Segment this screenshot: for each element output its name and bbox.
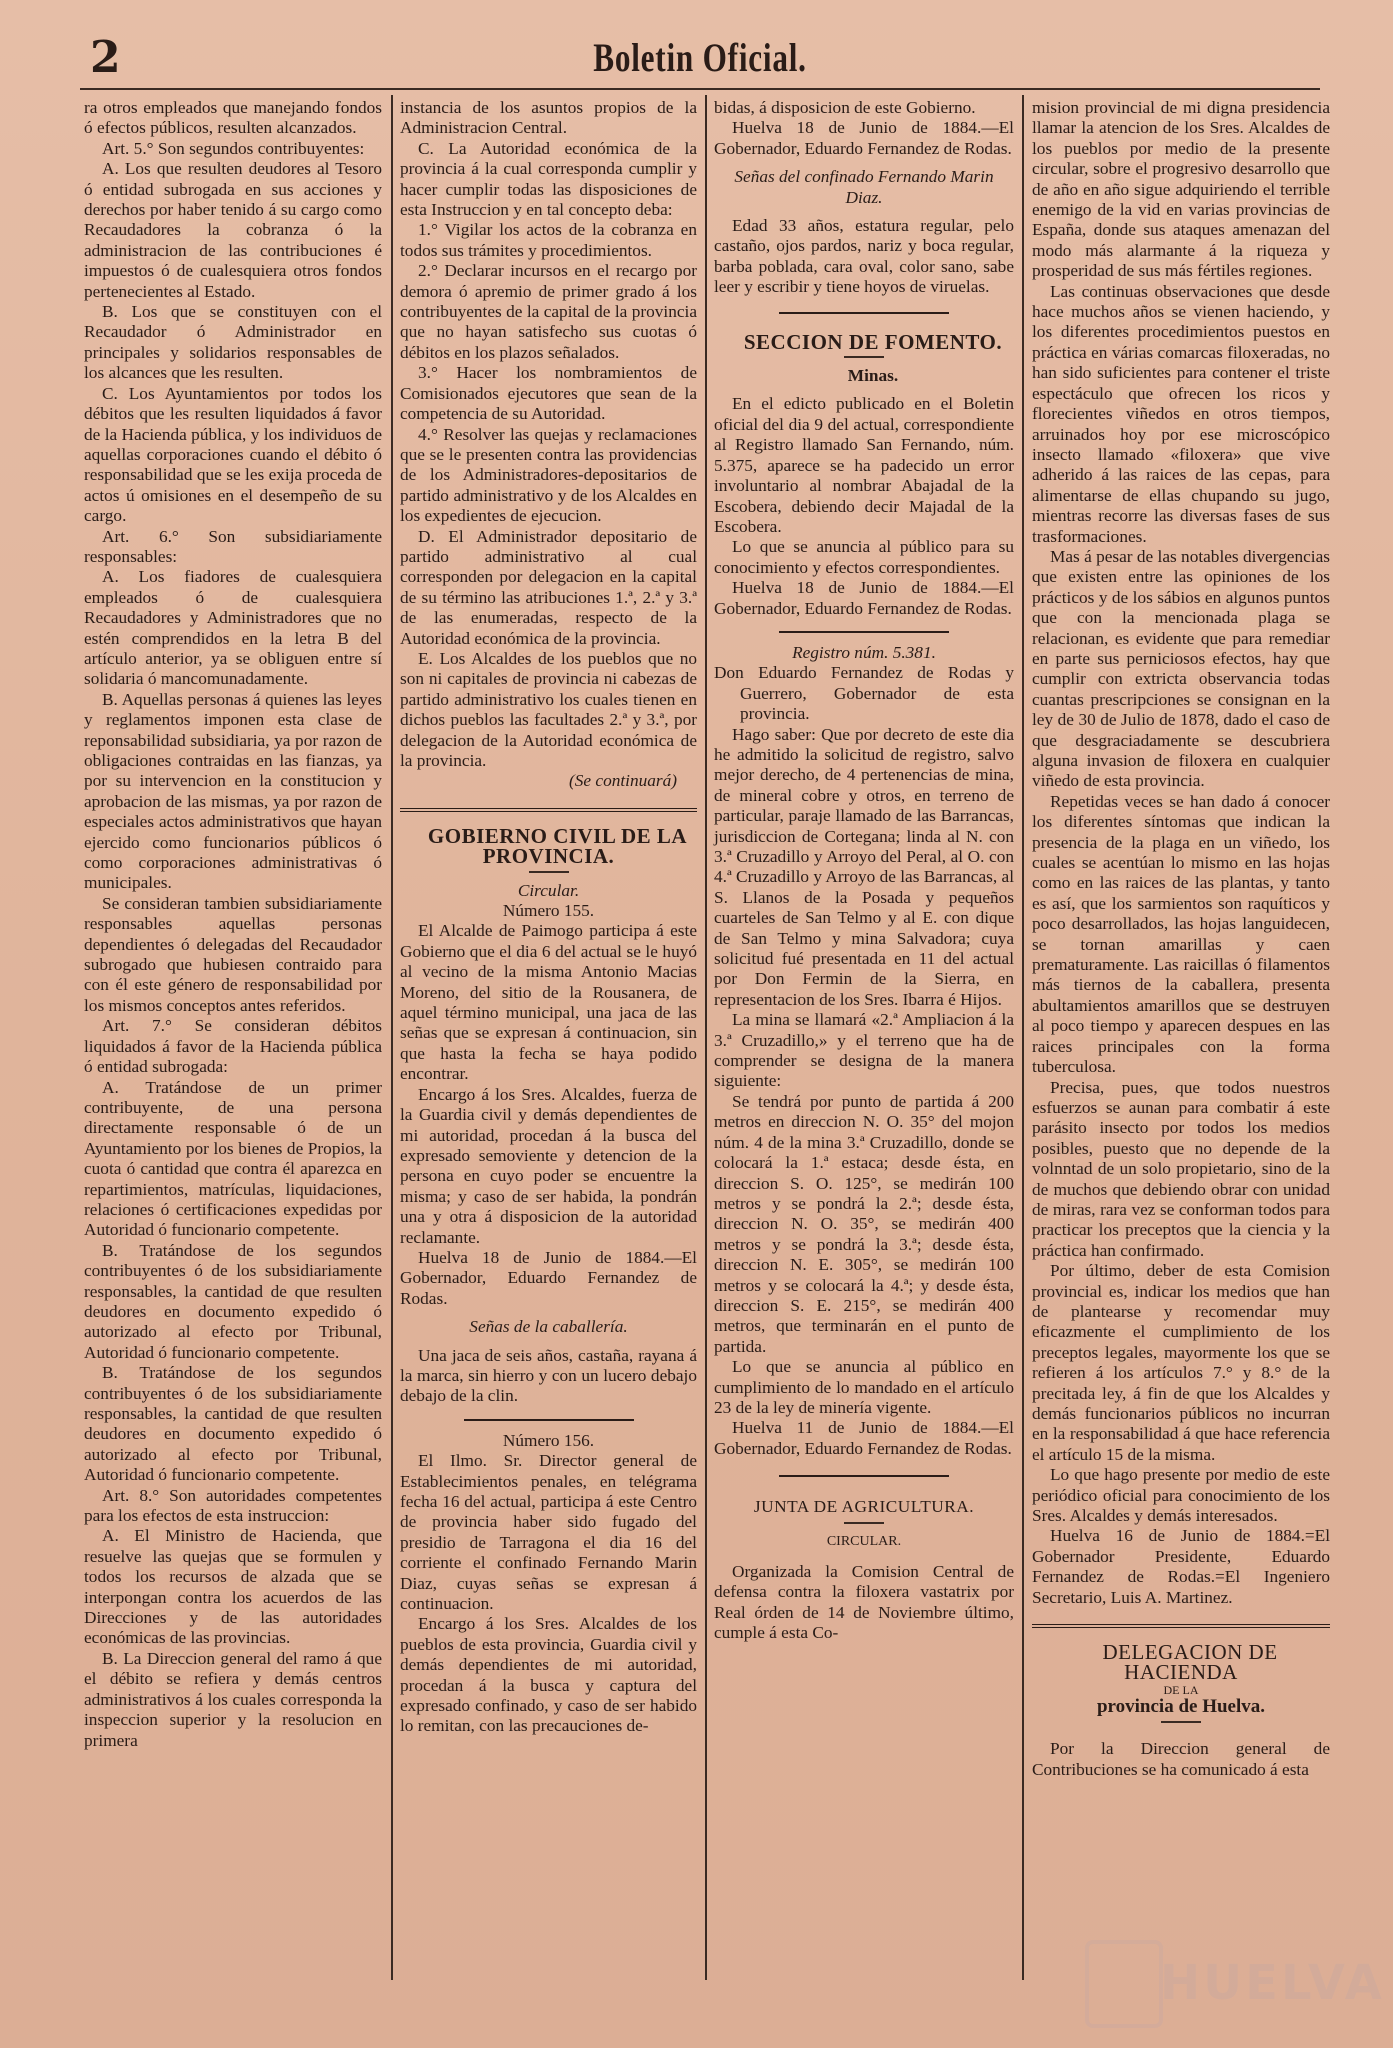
column-3 <box>714 98 1014 1644</box>
article-paragraph: 2.° Declarar incursos en el recargo por demora ó apremio de primer grado á los contribuyentes de la capital de la provincia que no hayan satisfecho sus cuotas ó débitos en los plazos señalados. <box>400 261 697 362</box>
page-header <box>80 28 1320 88</box>
article-paragraph: B. Tratándose de los segundos contribuyentes ó de los subsidiariamente responsables, la cantidad de que resulten deudores en documento expedido ó autorizado al efecto por Tribunal, Autoridad ó funcionario competente. <box>84 1363 382 1485</box>
archive-watermark: HUELVA <box>1160 1955 1385 2011</box>
minas-notice <box>714 394 1014 618</box>
circular-paragraph: Por último, deber de esta Comision provincial es, indicar los medios que han de plantearse y recomendar muy eficazmente el cumplimiento de los preceptos legales, mayormente los que se refieren á los artículos 7.° y 8.° de la precitada ley, á fin de que los Alcaldes y demás funcionarios públicos no incurran en la responsabilidad á que hace referencia el artículo 15 de la misma. <box>1032 1261 1330 1464</box>
title-dash <box>844 1522 884 1524</box>
article-paragraph: Art. 7.° Se consideran débitos liquidados á favor de la Hacienda pública ó entidad subrogada: <box>84 1016 382 1077</box>
notice-paragraph: Lo que se anuncia al público para su conocimiento y efectos correspondientes. <box>714 537 1014 577</box>
circular-paragraph: mision provincial de mi digna presidencia llamar la atencion de los Sres. Alcaldes de los pueblos por medio de la presente circular, sobre el progresivo desarrollo que de año en año sigue adquiriendo el terrible enemigo de la vid en varias provincias de España, donde sus ataques amenazan del modo más alarmante á la riqueza y prosperidad de sus más fértiles regiones. <box>1032 98 1330 281</box>
notice-155 <box>400 921 697 1309</box>
column-divider <box>705 95 707 1980</box>
separator <box>779 312 949 314</box>
notice-paragraph: Encargo á los Sres. Alcaldes, fuerza de la Guardia civil y demás dependientes de mi autoridad, procedan á la busca del expresado semoviente y detencion de la persona en cuyo poder se encuentre la misma; y caso de ser habida, la pondrán una y otra á disposicion de la autoridad reclamante. <box>400 1084 697 1247</box>
separator <box>779 631 949 633</box>
section-title-fomento: SECCION DE FOMENTO. <box>743 329 1003 354</box>
article-paragraph: instancia de los asuntos propios de la Administracion Central. <box>400 98 697 138</box>
junta-text: Organizada la Comision Central de defensa contra la filoxera vastatrix por Real órden de 14 de Noviembre último, cumple á esta Co- <box>714 1562 1014 1643</box>
notice-paragraph: Se tendrá por punto de partida á 200 metros en direccion N. O. 35° del mojon núm. 4 de la mina 3.ª Cruzadillo, donde se colocará la 1.ª estaca; desde ésta, en direccion S. O. 125°, se medirán 100 metros y se pondrá la 2.ª; desde ésta, direccion N. O. 35°, se medirán 400 metros y se pondrá la 3.ª; desde ésta, direccion N. E. 305°, se medirán 100 metros y se colocará la 4.ª; y desde ésta, direccion S. E. 215°, se medirán 400 metros, que terminarán en el punto de partida. <box>714 1091 1014 1356</box>
notice-paragraph: bidas, á disposicion de este Gobierno. <box>714 98 976 117</box>
notice-paragraph: Hago saber: Que por decreto de este dia he admitido la solicitud de registro, salvo mejor derecho, de 4 pertenencias de mina, de mineral cobre y otros, en terreno de particular, paraje llamado de las Barrancas, jurisdiccion de Cortegana; linda al N. con 3.ª Cruzadillo y Arroyo del Peral, al O. con 4.ª Cruzadillo y Arroyo de las Barrancas, al S. Llanos de la Posada y pequeños cuarteles de San Telmo y al E. con dique de San Telmo y mina Salvadora; cuya solicitud fué presentada en 11 del actual por Don Fermin de la Sierra, en representacion de los Sres. Ibarra é Hijos. <box>714 724 1014 1009</box>
caballeria-text: Una jaca de seis años, castaña, rayana á la marca, sin hierro y con un lucero debajo debajo de la clin. <box>400 1345 697 1406</box>
column-divider <box>391 95 393 1980</box>
notice-paragraph: El Ilmo. Sr. Director general de Establecimientos penales, en telégrama fecha 16 del actual, participa á este Centro de provincia haber sido fugado del presidio de Tarragona el dia 16 del corriente el confinado Fernando Marin Diaz, cuyas señas se expresan á continuacion. <box>400 1451 697 1614</box>
article-paragraph: E. Los Alcaldes de los pueblos que no son ni capitales de provincia ni cabezas de partido administrativo los cuales tienen en dichos pueblos las facultades 2.ª y 3.ª, por delegacion de la Autoridad económica de la provincia. <box>400 648 697 770</box>
delegacion-title: DELEGACION DE HACIENDA <box>1102 1640 1278 1685</box>
title-dash <box>844 356 884 358</box>
notice-156 <box>400 1451 697 1737</box>
article-paragraph: B. Tratándose de los segundos contribuyentes ó de los subsidiariamente responsables, la cantidad de que resulten deudores en documento expedido ó autorizado al efecto por Tribunal, Autoridad ó funcionario competente. <box>84 1240 382 1362</box>
caballeria-title: Señas de la caballería. <box>469 1317 628 1337</box>
circular-paragraph: Las continuas observaciones que desde hace muchos años se vienen haciendo, y los diferentes procedimientos puestos en práctica en várias comarcas filoxeradas, no han sido suficientes para contener el triste espectáculo que ofrecen los ricos y florecientes viñedos en otros tiempos, arruinados hoy por ese microscópico insecto llamado «filoxera» que vive adherido á las raices de las cepas, para alimentarse de ellas chupando su jugo, mientras recorre las diversas fases de sus trasformaciones. <box>1032 281 1330 546</box>
senas-confinado-title: Señas del confinado Fernando Marin Diaz. <box>734 167 994 207</box>
article-paragraph: A. Los fiadores de cualesquiera empleados ó de cualesquiera Recaudadores y Administradores que no estén comprendidos en la letra B del artículo anterior, ya se obliguen entre sí solidaria ó mancomunadamente. <box>84 567 382 689</box>
article-paragraph: Art. 8.° Son autoridades competentes para los efectos de esta instruccion: <box>84 1485 382 1526</box>
senas-confinado-text: Edad 33 años, estatura regular, pelo castaño, ojos pardos, nariz y boca regular, barba poblada, cara oval, color sano, sabe leer y escribir y tiene hoyos de viruelas. <box>714 216 1014 297</box>
page-number: 2 <box>90 32 121 83</box>
de-la-label: DE LA <box>1163 1682 1199 1697</box>
article-paragraph: B. La Direccion general del ramo á que el débito se refiera y demás centros administrativos á los cuales corresponda la inspeccion superior y la resolucion en primera <box>84 1648 382 1750</box>
delegacion-text: Por la Direccion general de Contribuciones se ha comunicado á esta <box>1032 1739 1330 1779</box>
article-paragraph: Art. 6.° Son subsidiariamente responsables: <box>84 526 382 566</box>
title-dash <box>529 871 569 873</box>
registro-notice <box>714 725 1014 1460</box>
notice-156-end <box>714 98 1014 159</box>
article-paragraph: 1.° Vigilar los actos de la cobranza en todos sus trámites y procedimientos. <box>400 220 697 260</box>
title-dash <box>1161 1721 1201 1723</box>
instruction-continuation <box>400 98 697 771</box>
article-paragraph: C. Los Ayuntamientos por todos los débitos que les resulten liquidados á favor de la Hacienda pública, y los individuos de aquellas corporaciones cuando el débito ó responsabilidad que se les exija proceda de actos ú omisiones en el desempeño de su cargo. <box>84 383 382 526</box>
column-divider <box>1022 95 1024 1980</box>
notice-paragraph: Huelva 18 de Junio de 1884.—El Gobernador, Eduardo Fernandez de Rodas. <box>714 118 1014 158</box>
registro-title: Registro núm. 5.381. <box>792 642 936 662</box>
circular-caps: CIRCULAR. <box>826 1533 902 1549</box>
article-paragraph: ra otros empleados que manejando fondos ó efectos públicos, resulten alcanzados. <box>84 98 382 138</box>
circular-paragraph: Lo que hago presente por medio de este periódico oficial para conocimiento de los Sres. Alcaldes y demás interesados. <box>1032 1465 1330 1526</box>
masthead-title: Boletin Oficial. <box>593 35 807 80</box>
provincia-label: provincia de Huelva. <box>1096 1695 1266 1717</box>
filoxera-circular <box>1032 98 1330 1608</box>
separator <box>779 1475 949 1477</box>
continued-note: (Se continuará) <box>569 771 677 791</box>
registro-heading: Don Eduardo Fernandez de Rodas y Guerrero, Gobernador de esta provincia. <box>714 663 1014 724</box>
minas-title: Minas. <box>847 366 899 386</box>
column-2 <box>400 98 697 1737</box>
article-paragraph: A. Los que resulten deudores al Tesoro ó entidad subrogada en sus acciones y derechos por haber tenido á su cargo como Recaudadores la cobranza ó la administracion de las contribuciones é impuestos ó de cualesquiera otros fondos pertenecientes al Estado. <box>84 159 382 301</box>
section-divider <box>1032 1624 1330 1630</box>
article-paragraph: A. El Ministro de Hacienda, que resuelve las quejas que se formulen y todos los recursos de alzada que se interpongan contra los acuerdos de las Direcciones y de las autoridades económicas de las provincias. <box>84 1526 382 1648</box>
circular-paragraph: Repetidas veces se han dado á conocer los diferentes síntomas que indican la presencia de la plaga en un viñedo, los cuales se acentúan lo mismo en las hojas como en las raices de las plantas, y tanto es así, que los sarmientos son raquíticos y poco desarrollados, las hojas languidecen, se tornan amarillas y caen prematuramente. Las raicillas ó filamentos más tiernos de la caballera, presenta abultamientos amarillos que se destruyen al poco tiempo y aparecen despues en las raices principales con la forma tuberculosa. <box>1032 791 1330 1077</box>
separator <box>464 1419 634 1421</box>
article-paragraph: B. Los que se constituyen con el Recaudador ó Administrador en principales y solidarios responsables de los alcances que les resulten. <box>84 302 382 383</box>
archive-seal-icon <box>1085 1940 1163 2028</box>
circular-label: Circular. <box>517 880 580 900</box>
article-paragraph: 4.° Resolver las quejas y reclamaciones que se le presenten contra las providencias de los Administradores-depositarios de partido administrativo y de los Alcaldes en los expedientes de ejecucion. <box>400 424 697 526</box>
column-4 <box>1032 98 1330 1780</box>
notice-paragraph: En el edicto publicado en el Boletin oficial del dia 9 del actual, correspondiente al Registro llamado San Fernando, núm. 5.375, aparece se ha padecido un error involuntario al nombrar Abajadal de la Escobera, debiendo decir Majadal de la Escobera. <box>714 394 1014 536</box>
number-156: Número 156. <box>502 1430 595 1450</box>
circular-paragraph: Mas á pesar de las notables divergencias que existen entre las opiniones de los prácticos y de los sábios en algunos puntos que con la mencionada plaga se relacionan, es evidente que para remediar en parte sus perniciosos efectos, hay que cumplir con extricta observancia todas cuantas prescripciones se consignan en la ley de 30 de Julio de 1878, dado el caso de que desgraciadamente se descubriera alguna invasion de filoxera en cualquier viñedo de esta provincia. <box>1032 546 1330 791</box>
article-paragraph: D. El Administrador depositario de partido administrativo al cual corresponden por delegacion en la capital de su término las atribuciones 1.ª, 2.ª y 3.ª de las enumeradas, respecto de la Autoridad económica de la provincia. <box>400 526 697 648</box>
column-1 <box>84 98 382 1751</box>
notice-paragraph: Lo que se anuncia al público en cumplimiento de lo mandado en el artículo 23 de la ley de minería vigente. <box>714 1357 1014 1417</box>
article-paragraph: B. Aquellas personas á quienes las leyes y reglamentos imponen esta clase de reponsabilidad subsidiaria, ya por razon de obligaciones contraidas en las fianzas, ya por su intervencion en la constitucion y aprobacion de las mismas, ya por razon de especiales actos administrativos que hayan ejercido como funcionarios públicos ó como corporaciones administrativas ó municipales. <box>84 689 382 893</box>
junta-title: JUNTA DE AGRICULTURA. <box>753 1497 975 1517</box>
article-paragraph: Art. 5.° Son segundos contribuyentes: <box>102 138 365 158</box>
notice-paragraph: Huelva 18 de Junio de 1884.—El Gobernador, Eduardo Fernandez de Rodas. <box>714 578 1014 618</box>
header-rule <box>80 88 1320 90</box>
article-paragraph: Se consideran tambien subsidiariamente responsables aquellas personas dependientes ó delegadas del Recaudador subrogado que hubiesen contraido para con él este género de responsabilidad por los mismos conceptos antes referidos. <box>84 893 382 1015</box>
circular-paragraph: Huelva 16 de Junio de 1884.=El Gobernador Presidente, Eduardo Fernandez de Rodas.=El Ingeniero Secretario, Luis A. Martinez. <box>1032 1526 1330 1607</box>
article-paragraph: C. La Autoridad económica de la provincia á la cual corresponda cumplir y hacer cumplir todas las disposiciones de esta Instruccion y en tal concepto deba: <box>400 138 697 220</box>
notice-paragraph: Encargo á los Sres. Alcaldes de los pueblos de esta provincia, Guardia civil y demás dependientes de mi autoridad, procedan á la busca y captura del expresado confinado, y caso de ser habido lo remitan, con las precauciones de- <box>400 1614 697 1736</box>
section-title-gobierno: GOBIERNO CIVIL DE LA PROVINCIA. <box>427 823 688 869</box>
notice-paragraph: Huelva 11 de Junio de 1884.—El Gobernador, Eduardo Fernandez de Rodas. <box>714 1418 1014 1458</box>
section-divider <box>400 808 697 814</box>
number-155: Número 155. <box>502 901 595 921</box>
article-paragraph: 3.° Hacer los nombramientos de Comisionados ejecutores que sean de la competencia de su Autoridad. <box>400 363 697 424</box>
circular-paragraph: Precisa, pues, que todos nuestros esfuerzos se aunan para combatir á este parásito insecto por todos los medios posibles, puesto que no depende de la volnntad de un solo propietario, sino de la de muchos que debiendo obrar con unidad de miras, rara vez se conforman todos para practicar los preceptos que la ciencia y la práctica han confirmado. <box>1032 1077 1330 1260</box>
notice-paragraph: La mina se llamará «2.ª Ampliacion á la 3.ª Cruzadillo,» y el terreno que ha de comprender se designa de la manera siguiente: <box>714 1010 1014 1091</box>
article-paragraph: A. Tratándose de un primer contribuyente, de una persona directamente responsable ó de un Ayuntamiento por los bienes de Propios, la cuota ó cantidad que contra él aparezca en repartimientos, matrículas, liquidaciones, relaciones ó certificaciones expedidas por Autoridad ó funcionario competente. <box>84 1077 382 1240</box>
notice-paragraph: El Alcalde de Paimogo participa á este Gobierno que el dia 6 del actual se le huyó al vecino de la misma Antonio Macias Moreno, del sitio de la Rousanera, de aquel término municipal, una jaca de las señas que se expresan á continuacion, sin que hasta la fecha se haya podido encontrar. <box>400 921 697 1084</box>
notice-paragraph: Huelva 18 de Junio de 1884.—El Gobernador, Eduardo Fernandez de Rodas. <box>400 1247 697 1308</box>
